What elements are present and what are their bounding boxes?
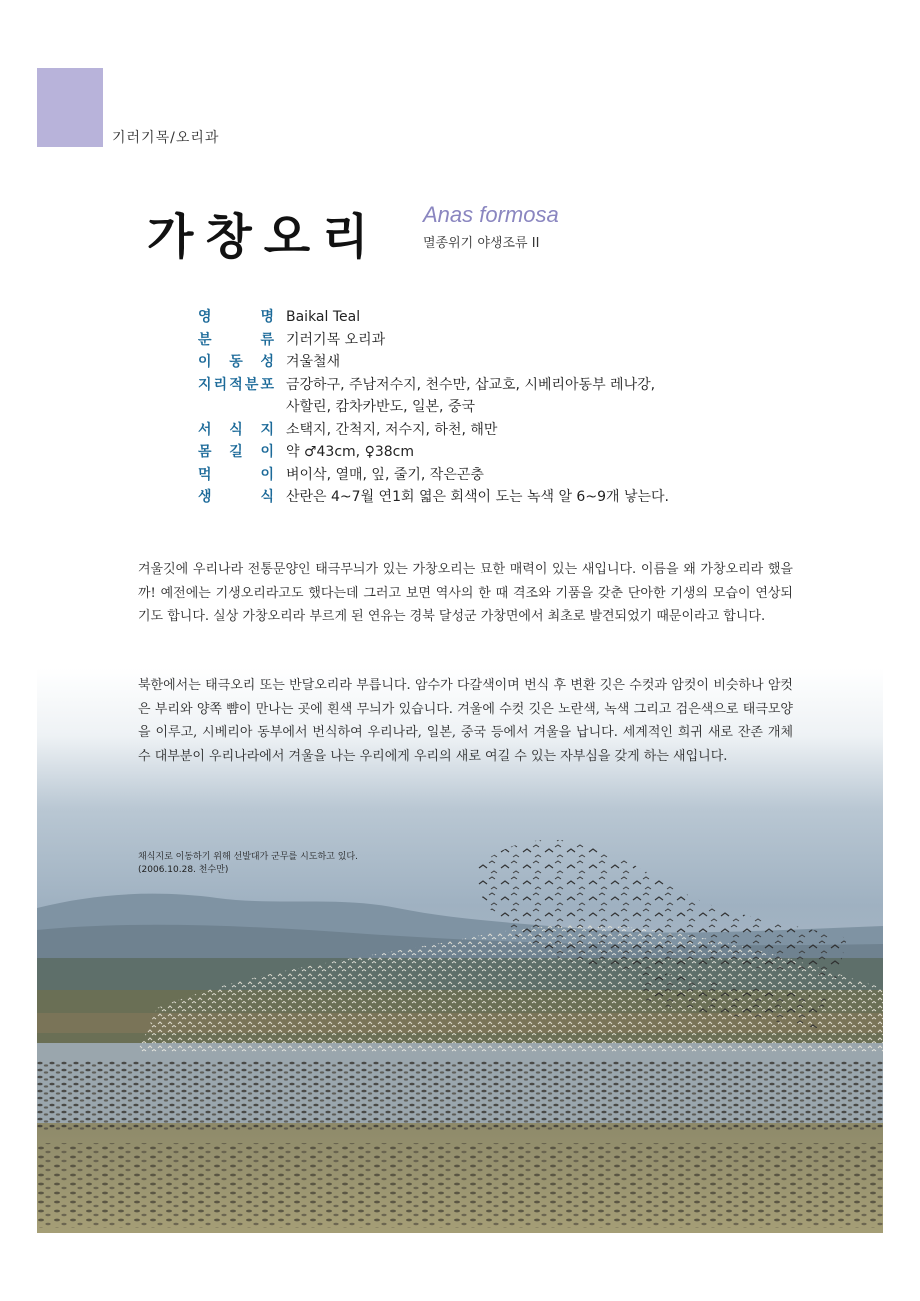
photo-caption bbox=[138, 851, 358, 877]
fact-label-char: 포 bbox=[260, 376, 274, 393]
fact-label bbox=[198, 374, 274, 419]
fact-value: 겨울철새 bbox=[286, 354, 341, 370]
species-scientific-name: Anas formosa bbox=[423, 202, 559, 227]
fact-label-char: 식 bbox=[260, 489, 274, 505]
fact-label bbox=[198, 441, 274, 464]
description-paragraph-2: 북한에서는 태극오리 또는 반달오리라 부릅니다. 암수가 다갈색이며 번식 후 변환 깃은 수컷과 암컷이 비슷하나 암컷은 부리와 양쪽 뺨이 만나는 곳에 흰색 무늬가 있습니다. 겨울에 수컷 깃은 노란색, 녹색 그리고 검은색으로 태극모양을 이루고, 시베리아 동부에서 번식하여 우리나라, 일본, 중국 등에서 겨울을 납니다. 세계적인 희귀 새로 잔존 개체수 대부분이 우리나라에서 겨울을 나는 우리에게 우리의 새로 여길 수 있는 자부심을 갖게 하는 새입니다. bbox=[138, 678, 793, 764]
fact-label-char: 분 bbox=[244, 376, 259, 393]
fact-label-char: 동 bbox=[229, 354, 243, 370]
photo-caption-date: (2006.10.28. 천수만) bbox=[138, 865, 229, 875]
fact-value: 금강하구, 주남저수지, 천수만, 삽교호, 시베리아동부 레나강, 사할린, 캄차카반도, 일본, 중국 bbox=[286, 376, 656, 415]
fact-value: Baikal Teal bbox=[286, 309, 361, 325]
fact-value: 벼이삭, 열매, 잎, 줄기, 작은곤충 bbox=[286, 466, 484, 483]
fact-row bbox=[198, 329, 798, 352]
fact-label bbox=[198, 464, 274, 487]
fact-label-char: 분 bbox=[198, 331, 212, 348]
fact-row bbox=[198, 441, 798, 464]
conservation-status: 멸종위기 야생조류 II bbox=[423, 236, 540, 251]
fact-label-char: 생 bbox=[198, 489, 212, 505]
photo-caption-text: 채식지로 이동하기 위해 선발대가 군무를 시도하고 있다. bbox=[138, 852, 358, 862]
fact-label-char: 이 bbox=[260, 444, 274, 460]
fact-label-char: 성 bbox=[260, 354, 274, 370]
fact-label bbox=[198, 351, 274, 374]
fact-row bbox=[198, 306, 798, 329]
fact-label-char: 리 bbox=[213, 376, 228, 393]
fact-label-char: 서 bbox=[198, 421, 212, 438]
fact-label bbox=[198, 486, 274, 509]
species-facts-table bbox=[198, 306, 798, 509]
fact-label-char: 영 bbox=[198, 309, 212, 325]
species-title-korean: 가창오리 bbox=[147, 209, 381, 265]
fact-label bbox=[198, 329, 274, 352]
fact-label-char: 길 bbox=[229, 444, 243, 460]
fact-label-char: 식 bbox=[229, 421, 243, 438]
section-color-tab bbox=[37, 68, 103, 147]
fact-label-char: 적 bbox=[229, 376, 243, 393]
fact-row bbox=[198, 486, 798, 509]
category-breadcrumb: 기러기목/오리과 bbox=[112, 130, 220, 146]
fact-label-char: 명 bbox=[260, 309, 274, 325]
fact-value: 기러기목 오리과 bbox=[286, 331, 386, 348]
fact-row bbox=[198, 374, 798, 419]
fact-label-char: 지 bbox=[260, 421, 274, 438]
fact-label bbox=[198, 419, 274, 442]
fact-label-char: 이 bbox=[198, 354, 212, 370]
description-paragraph-1: 겨울깃에 우리나라 전통문양인 태극무늬가 있는 가창오리는 묘한 매력이 있는 새입니다. 이름을 왜 가창오리라 했을까! 예전에는 기생오리라고도 했다는데 그러고 보면 역사의 한 때 격조와 기품을 갖춘 단아한 기생의 모습이 연상되기도 합니다. 실상 가창오리라 부르게 된 연유는 경북 달성군 가창면에서 최초로 발견되었기 때문이라고 합니다. bbox=[138, 562, 793, 624]
fact-row bbox=[198, 464, 798, 487]
fact-value: 산란은 4~7월 연1회 엷은 회색이 도는 녹색 알 6~9개 낳는다. bbox=[286, 489, 669, 505]
fact-label bbox=[198, 306, 274, 329]
fact-value: 약 ♂43cm, ♀38cm bbox=[286, 444, 414, 460]
fact-label-char: 몸 bbox=[198, 444, 212, 460]
fact-value: 소택지, 간척지, 저수지, 하천, 해만 bbox=[286, 421, 498, 438]
fact-row bbox=[198, 351, 798, 374]
fact-label-char: 이 bbox=[260, 466, 274, 483]
fact-label-char: 먹 bbox=[198, 466, 212, 483]
fact-label-char: 류 bbox=[260, 331, 274, 348]
fact-label-char: 지 bbox=[198, 376, 212, 393]
fact-row bbox=[198, 419, 798, 442]
